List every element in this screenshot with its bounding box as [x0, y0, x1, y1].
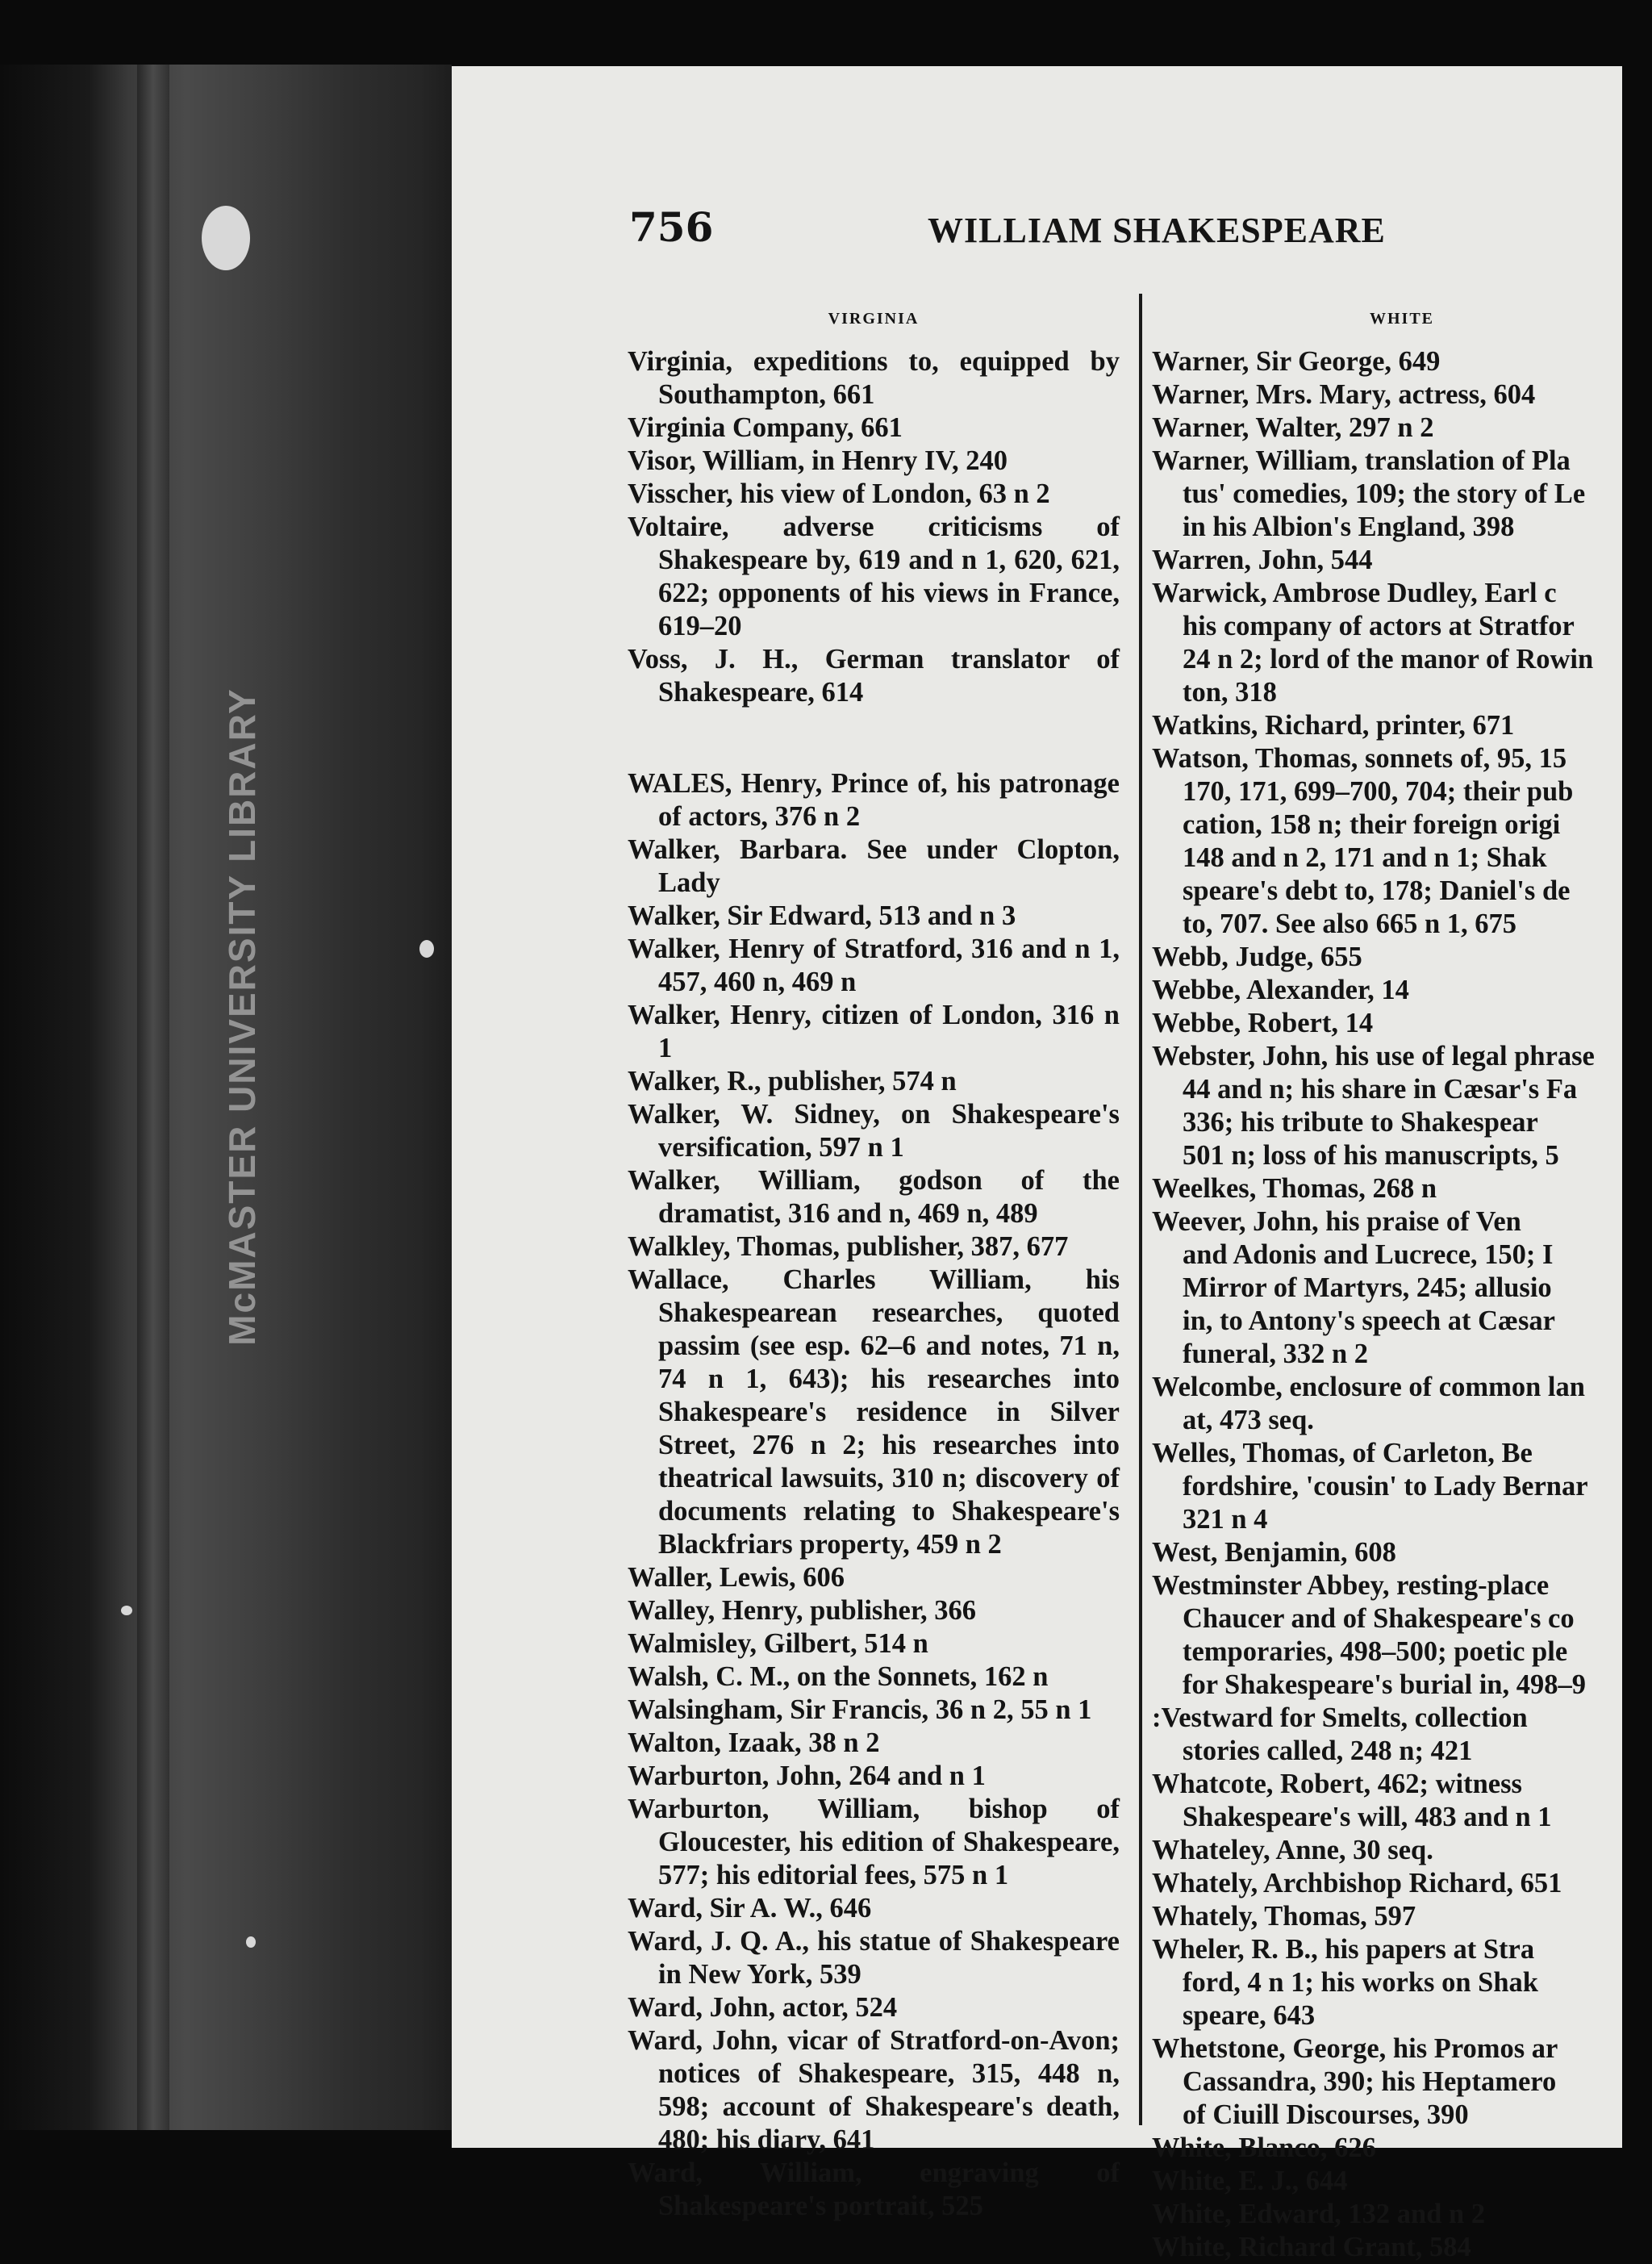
index-entry: Whately, Thomas, 597 — [1152, 1901, 1416, 1932]
index-entry: Walker, Henry, citizen of London, 316 n 1 — [628, 1000, 1120, 1063]
index-group-w — [628, 767, 1120, 2223]
book-page — [452, 66, 1622, 2262]
dust-speck — [121, 1606, 132, 1615]
index-entry: Whatcote, Robert, 462; witness — [1152, 1769, 1522, 1799]
index-entry: WALES, Henry, Prince of, his patronage of actors, 376 n 2 — [628, 768, 1120, 832]
index-entry: West, Benjamin, 608 — [1152, 1537, 1396, 1568]
index-entry: Walmisley, Gilbert, 514 n — [628, 1628, 928, 1659]
index-entry: Walsingham, Sir Francis, 36 n 2, 55 n 1 — [628, 1694, 1092, 1725]
index-entry: Whateley, Anne, 30 seq. — [1152, 1835, 1433, 1865]
index-entry: Mirror of Martyrs, 245; allusio — [1183, 1272, 1552, 1303]
page-number: 756 — [629, 203, 714, 251]
index-entry: Virginia, expeditions to, equipped by Southampton, 661 — [628, 346, 1120, 410]
index-entry: Ward, J. Q. A., his statue of Shakespeare in New York, 539 — [628, 1926, 1120, 1990]
index-entry: Walker, R., publisher, 574 n — [628, 1066, 957, 1096]
index-entry: for Shakespeare's burial in, 498–9 — [1183, 1669, 1586, 1700]
index-entry: speare, 643 — [1183, 2000, 1316, 2031]
index-entry: at, 473 seq. — [1183, 1405, 1314, 1435]
index-entry: ton, 318 — [1183, 677, 1277, 708]
index-entry: Watson, Thomas, sonnets of, 95, 15 — [1152, 743, 1567, 774]
index-entry: White, E. J., 644 — [1152, 2166, 1348, 2196]
index-entry: Walker, Henry of Stratford, 316 and n 1, 457, 460 n, 469 n — [628, 934, 1120, 997]
running-head: WILLIAM SHAKESPEARE — [928, 211, 1386, 250]
index-entry: Ward, Sir A. W., 646 — [628, 1893, 872, 1924]
index-entry: Walker, William, godson of the dramatist, 316 and n, 469 n, 489 — [628, 1165, 1120, 1229]
index-column-left — [628, 308, 1120, 2223]
index-entry: Walsh, C. M., on the Sonnets, 162 n — [628, 1661, 1049, 1692]
index-entry: funeral, 332 n 2 — [1183, 1339, 1369, 1369]
index-entry: Ward, John, vicar of Stratford-on-Avon; notices of Shakespeare, 315, 448 n, 598; account of Shakespeare's death, 480; his diary, 641 — [628, 2025, 1120, 2155]
index-entry: Whetstone, George, his Promos ar — [1152, 2033, 1558, 2064]
index-entry: Webb, Judge, 655 — [1152, 942, 1362, 972]
index-entry: Cassandra, 390; his Heptamero — [1183, 2066, 1557, 2097]
index-entry: Virginia Company, 661 — [628, 412, 903, 443]
index-entry: Walker, Sir Edward, 513 and n 3 — [628, 900, 1016, 931]
index-entry: Walton, Izaak, 38 n 2 — [628, 1727, 880, 1758]
index-entry: 321 n 4 — [1183, 1504, 1268, 1535]
index-entry: Warburton, John, 264 and n 1 — [628, 1761, 986, 1791]
column-heading-left: VIRGINIA — [828, 310, 920, 328]
column-heading-right: WHITE — [1369, 310, 1435, 328]
index-entry: Watkins, Richard, printer, 671 — [1152, 710, 1515, 741]
index-entry: 170, 171, 699–700, 704; their pub — [1183, 776, 1574, 807]
index-entry: in, to Antony's speech at Cæsar — [1183, 1305, 1555, 1336]
index-entry: 148 and n 2, 171 and n 1; Shak — [1183, 842, 1547, 873]
index-entry: Chaucer and of Shakespeare's co — [1183, 1603, 1575, 1634]
index-entry: temporaries, 498–500; poetic ple — [1183, 1636, 1568, 1667]
index-entry: White, Richard Grant, 584 — [1152, 2232, 1471, 2262]
index-entry: 501 n; loss of his manuscripts, 5 — [1183, 1140, 1559, 1171]
index-entry: Webster, John, his use of legal phrase — [1152, 1041, 1595, 1071]
index-entry: White, Edward, 132 and n 2 — [1152, 2199, 1486, 2229]
dust-speck — [419, 940, 434, 958]
index-entry: Wallace, Charles William, his Shakespearean researches, quoted passim (see esp. 62–6 and notes, 71 n, 74 n 1, 643); his researches into Shakespeare's residence in Silver Street, 276 n 2; his researches into theatrical lawsuits, 310 n; discovery of documents relating to Shakespeare's Blackfriars property, 459 n 2 — [628, 1264, 1120, 1560]
index-group-right — [1152, 345, 1652, 2264]
index-entry: 24 n 2; lord of the manor of Rowin — [1183, 644, 1594, 675]
index-entry: fordshire, 'cousin' to Lady Bernar — [1183, 1471, 1588, 1502]
index-entry: Walley, Henry, publisher, 366 — [628, 1595, 976, 1626]
index-entry: Warner, Mrs. Mary, actress, 604 — [1152, 379, 1536, 410]
book-spine — [0, 65, 452, 2130]
index-entry: and Adonis and Lucrece, 150; I — [1183, 1239, 1554, 1270]
index-entry: ford, 4 n 1; his works on Shak — [1183, 1967, 1538, 1998]
dust-speck — [246, 1936, 256, 1948]
index-entry: Warwick, Ambrose Dudley, Earl c — [1152, 578, 1557, 608]
index-entry: Wheler, R. B., his papers at Stra — [1152, 1934, 1535, 1965]
index-entry: Ward, William, engraving of Shakespeare's portrait, 525 — [628, 2157, 1120, 2221]
index-entry: tus' comedies, 109; the story of Le — [1183, 478, 1586, 509]
index-entry: his company of actors at Stratfor — [1183, 611, 1575, 641]
index-entry: Voltaire, adverse criticisms of Shakespeare by, 619 and n 1, 620, 621, 622; opponents of his views in France, 619–20 — [628, 512, 1120, 641]
dust-speck — [202, 206, 250, 270]
index-entry: Warner, Walter, 297 n 2 — [1152, 412, 1434, 443]
index-entry: Warner, Sir George, 649 — [1152, 346, 1441, 377]
index-entry: in his Albion's England, 398 — [1183, 512, 1515, 542]
index-entry: of Ciuill Discourses, 390 — [1183, 2099, 1469, 2130]
index-entry: speare's debt to, 178; Daniel's de — [1183, 875, 1571, 906]
index-entry: Walker, Barbara. See under Clopton, Lady — [628, 834, 1120, 898]
index-entry: Weelkes, Thomas, 268 n — [1152, 1173, 1437, 1204]
index-entry: Waller, Lewis, 606 — [628, 1562, 845, 1593]
index-entry: Warren, John, 544 — [1152, 545, 1373, 575]
index-entry: Webbe, Robert, 14 — [1152, 1008, 1374, 1038]
index-entry: Westminster Abbey, resting-place — [1152, 1570, 1550, 1601]
index-entry: Ward, John, actor, 524 — [628, 1992, 898, 2023]
index-entry: Whately, Archbishop Richard, 651 — [1152, 1868, 1562, 1899]
index-entry: Walker, W. Sidney, on Shakespeare's versification, 597 n 1 — [628, 1099, 1120, 1163]
index-entry: Voss, J. H., German translator of Shakespeare, 614 — [628, 644, 1120, 708]
index-entry: to, 707. See also 665 n 1, 675 — [1183, 909, 1516, 939]
index-entry: White, Blanco, 626 — [1152, 2132, 1376, 2163]
index-entry: Webbe, Alexander, 14 — [1152, 975, 1409, 1005]
index-entry: :Vestward for Smelts, collection — [1152, 1702, 1528, 1733]
index-entry: Welcombe, enclosure of common lan — [1152, 1372, 1585, 1402]
index-entry: Warner, William, translation of Pla — [1152, 445, 1571, 476]
index-group-v — [628, 345, 1120, 709]
index-entry: 336; his tribute to Shakespear — [1183, 1107, 1538, 1138]
index-entry: Visor, William, in Henry IV, 240 — [628, 445, 1007, 476]
column-divider — [1139, 294, 1142, 2125]
index-entry: Visscher, his view of London, 63 n 2 — [628, 478, 1050, 509]
library-stamp: McMASTER UNIVERSITY LIBRARY — [221, 687, 263, 1346]
index-entry: stories called, 248 n; 421 — [1183, 1736, 1473, 1766]
index-entry: 44 and n; his share in Cæsar's Fa — [1183, 1074, 1578, 1105]
index-entry: Shakespeare's will, 483 and n 1 — [1183, 1802, 1552, 1832]
index-column-right — [1152, 308, 1652, 2264]
index-entry: Weever, John, his praise of Ven — [1152, 1206, 1521, 1237]
index-entry: Welles, Thomas, of Carleton, Be — [1152, 1438, 1533, 1468]
index-entry: Walkley, Thomas, publisher, 387, 677 — [628, 1231, 1069, 1262]
index-entry: cation, 158 n; their foreign origi — [1183, 809, 1561, 840]
letter-gap — [628, 709, 1120, 767]
index-entry: Warburton, William, bishop of Gloucester, his edition of Shakespeare, 577; his editorial fees, 575 n 1 — [628, 1794, 1120, 1890]
